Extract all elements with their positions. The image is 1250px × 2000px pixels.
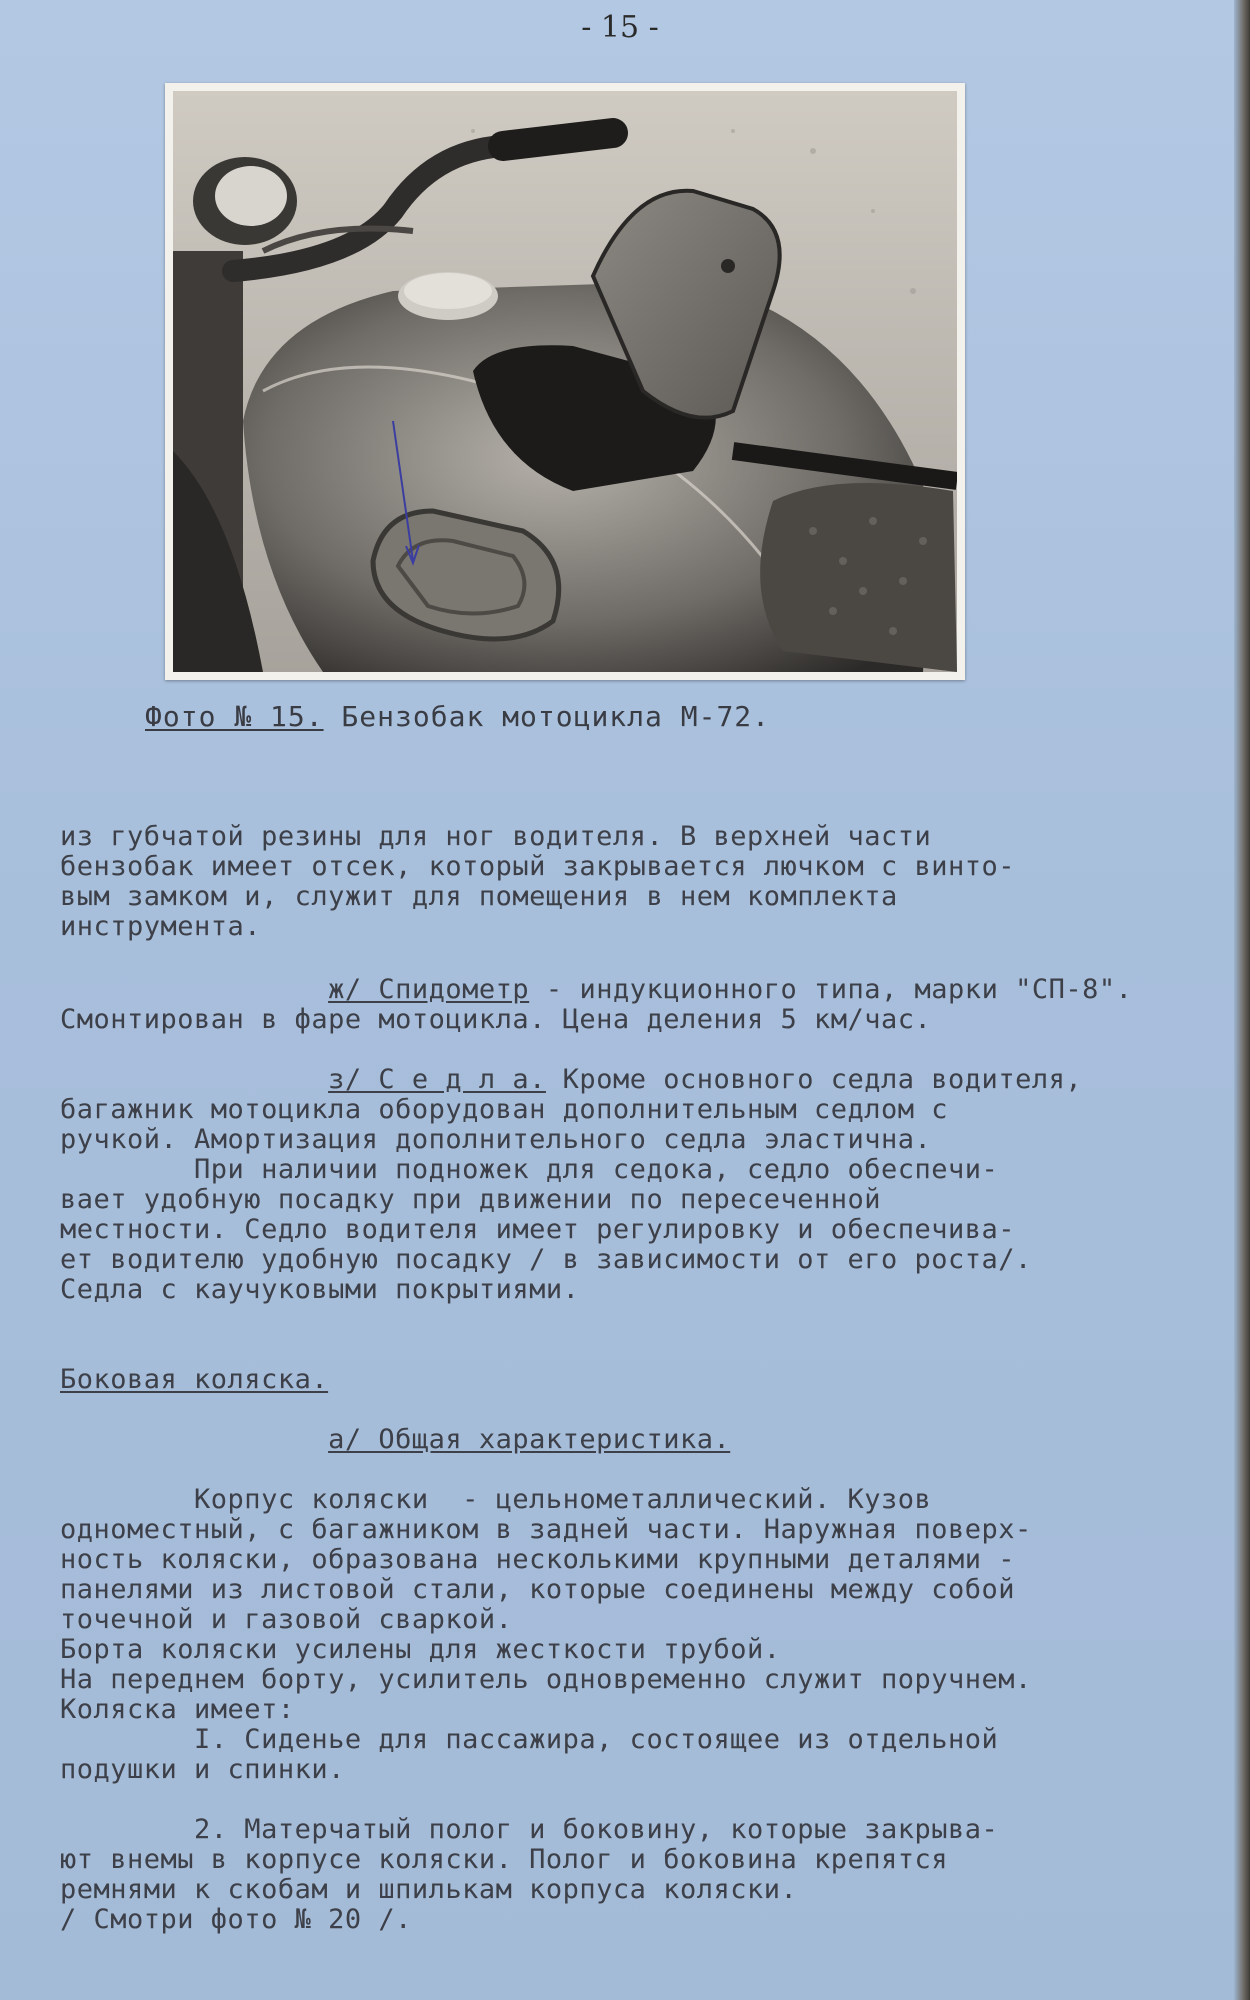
text-line: вает удобную посадку при движении по пересеченной [60,1184,882,1215]
caption-label: Фото № 15. [145,700,324,733]
text-line: ет водителю удобную посадку / в зависимости от его роста/. [60,1244,1032,1275]
text-line: ют внемы в корпусе коляски. Полог и боковина крепятся [60,1844,949,1875]
text-line [60,975,1220,1005]
text-line: Коляска имеет: [60,1694,295,1725]
text-line: Смонтирован в фаре мотоцикла. Цена деления 5 км/час. [60,1004,932,1035]
caption-text: Бензобак мотоцикла М-72. [323,700,771,733]
text-line: На переднем борту, усилитель одновременно служит поручнем. [60,1664,1032,1695]
text-line: Борта коляски усилены для жесткости трубой. [60,1634,781,1665]
photo-caption [145,700,770,733]
text-line [60,1065,1220,1095]
text-line: местности. Седло водителя имеет регулировку и обеспечива- [60,1214,1016,1245]
text-line: багажник мотоцикла оборудован дополнительным седлом с [60,1094,949,1125]
text-line: / Смотри фото № 20 /. [60,1904,412,1935]
text-line: точечной и газовой сваркой. [60,1604,513,1635]
text-line: инструмента. [60,911,262,942]
speedometer-text: - индукционного типа, марки "СП-8". [529,974,1133,1005]
motorcycle-fuel-tank-photo [173,91,957,672]
text-line: 2. Матерчатый полог и боковину, которые закрыва- [60,1814,999,1845]
paragraph-sidecar-item2 [60,1815,1220,1935]
text-line: из губчатой резины для ног водителя. В верхней части [60,821,932,852]
text-line: ность коляски, образована несколькими крупными деталями - [60,1544,1016,1575]
text-line: Корпус коляски - цельнометаллический. Кузов [60,1484,932,1515]
saddles-label: з/ С е д л а. [328,1064,546,1095]
page-number: - 15 - [581,10,659,45]
text-line: I. Сиденье для пассажира, состоящее из отдельной [60,1724,999,1755]
text-line: панелями из листовой стали, которые соединены между собой [60,1574,1016,1605]
speedometer-label: ж/ Спидометр [328,974,530,1005]
text-line: ремнями к скобам и шпилькам корпуса коляски. [60,1874,798,1905]
text-line: ручкой. Амортизация дополнительного седла эластична. [60,1124,932,1155]
text-line: При наличии подножек для седока, седло обеспечи- [60,1154,999,1185]
text-line: вым замком и, служит для помещения в нем комплекта [60,881,898,912]
paragraph-speedometer [60,975,1220,1035]
text-line: бензобак имеет отсек, который закрывается лючком с винто- [60,851,1016,882]
text-line: Седла с каучуковыми покрытиями. [60,1274,580,1305]
section-heading-sidecar [60,1365,1220,1395]
sidecar-sub-label: а/ Общая характеристика. [328,1424,731,1455]
page-edge [1234,0,1250,2000]
sidecar-heading: Боковая коляска. [60,1364,329,1395]
saddles-text: Кроме основного седла водителя, [545,1064,1083,1095]
text-line: подушки и спинки. [60,1754,345,1785]
photo-frame [165,83,965,680]
paragraph-sidecar-body [60,1485,1220,1785]
text-line: одноместный, с багажником в задней части. Наружная поверх- [60,1514,1032,1545]
paragraph-saddles [60,1065,1220,1305]
subsection-general [60,1425,1220,1455]
paragraph-tank-compartment [60,822,1220,942]
